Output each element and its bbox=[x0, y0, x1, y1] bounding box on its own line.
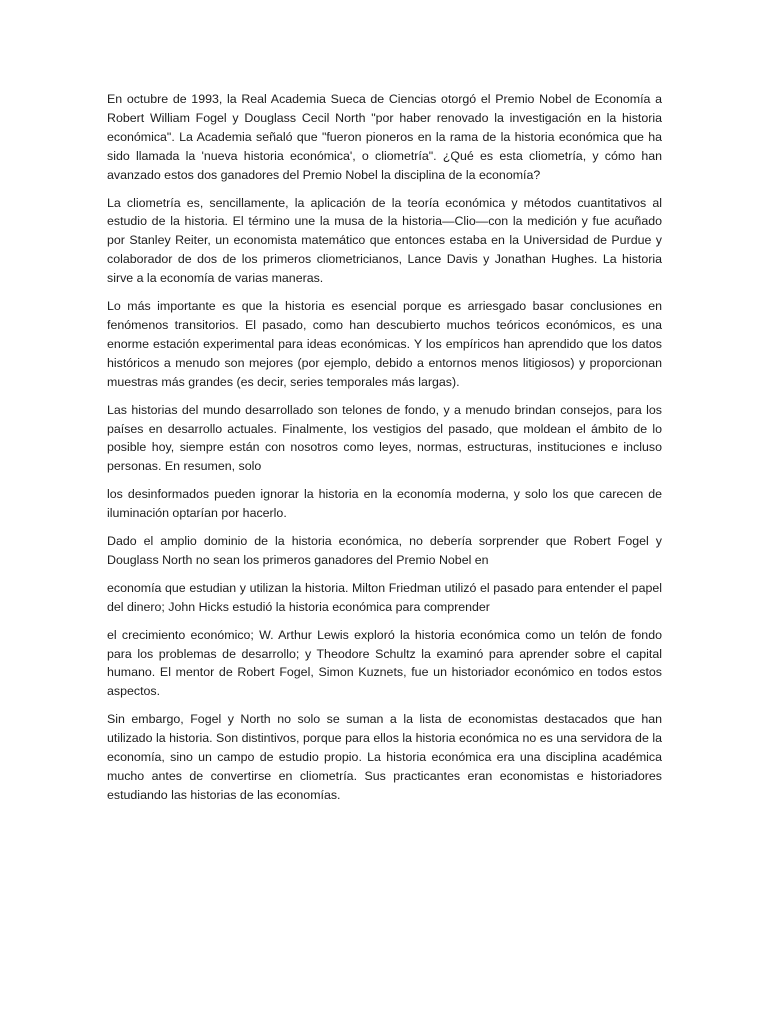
document-page bbox=[107, 90, 662, 814]
paragraph-fogel-north-distinctive: Sin embargo, Fogel y North no solo se suman a la lista de economistas destacados que han utilizado la historia. Son distintivos, porque para ellos la historia económica no es una servidora de la economía, sino un campo de estudio propio. La historia económica era una disciplina académica mucho antes de convertirse en cliometría. Sus practicantes eran economistas e historiadores estudiando las historias de las economías. bbox=[107, 712, 662, 802]
paragraph-developed-world: Las historias del mundo desarrollado son telones de fondo, y a menudo brindan consejos, para los países en desarrollo actuales. Finalmente, los vestigios del pasado, que moldean el ámbito de lo posible hoy, siempre están con nosotros como leyes, normas, estructuras, instituciones e incluso personas. En resumen, solo bbox=[107, 402, 662, 474]
paragraph-broad-domain: Dado el amplio dominio de la historia económica, no debería sorprender que Robert Fogel y Douglass North no sean los primeros ganadores del Premio Nobel en bbox=[107, 534, 662, 567]
paragraph-history-essential: Lo más importante es que la historia es esencial porque es arriesgado basar conclusiones en fenómenos transitorios. El pasado, como han descubierto muchos teóricos económicos, es una enorme estación experimental para ideas económicas. Y los empíricos han aprendido que los datos históricos a menudo son mejores (por ejemplo, debido a entornos menos litigiosos) y proporcionan muestras más grandes (es decir, series temporales más largas). bbox=[107, 299, 662, 389]
paragraph-friedman-hicks: economía que estudian y utilizan la historia. Milton Friedman utilizó el pasado para entender el papel del dinero; John Hicks estudió la historia económica para comprender bbox=[107, 580, 662, 614]
paragraph-cliometrics-definition: La cliometría es, sencillamente, la aplicación de la teoría económica y métodos cuantitativos al estudio de la historia. El término une la musa de la historia—Clio—con la medición y fue acuñado por Stanley Reiter, un economista matemático que entonces estaba en la Universidad de Purdue y colaborador de dos de los primeros cliometricianos, Lance Davis y Jonathan Hughes. La historia sirve a la economía de varias maneras. bbox=[107, 195, 662, 286]
paragraph-lewis-schultz: el crecimiento económico; W. Arthur Lewis exploró la historia económica como un telón de fondo para los problemas de desarrollo; y Theodore Schultz la examinó para aprender sobre el capital humano. El mentor de Robert Fogel, Simon Kuznets, fue un historiador económico en todos estos aspectos. bbox=[107, 627, 662, 699]
paragraph-uninformed: los desinformados pueden ignorar la historia en la economía moderna, y solo los que carecen de iluminación optarían por hacerlo. bbox=[107, 487, 662, 521]
paragraph-nobel-1993: En octubre de 1993, la Real Academia Sueca de Ciencias otorgó el Premio Nobel de Economía a Robert William Fogel y Douglass Cecil North "por haber renovado la investigación en la historia económica". La Academia señaló que "fueron pioneros en la rama de la historia económica que ha sido llamada la 'nueva historia económica', o cliometría". ¿Qué es esta cliometría, y cómo han avanzado estos dos ganadores del Premio Nobel la disciplina de la economía? bbox=[107, 92, 662, 182]
